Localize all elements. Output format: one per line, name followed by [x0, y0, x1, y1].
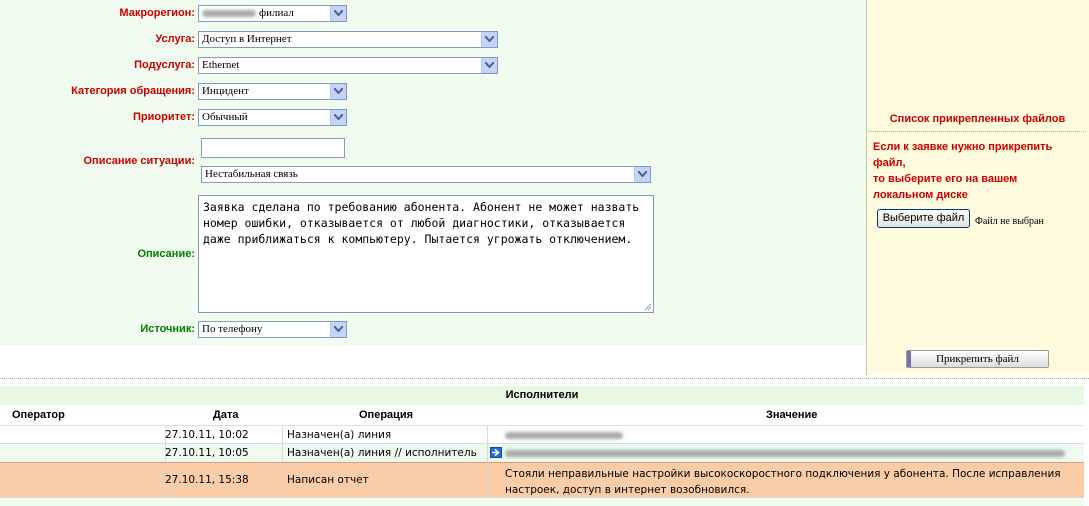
situation-select[interactable]: [201, 166, 651, 183]
subservice-label-wrap: [0, 59, 195, 74]
attach-file-label: Прикрепить файл: [936, 353, 1019, 365]
column-divider: [282, 444, 283, 463]
no-file-label: Файл не выбран: [975, 216, 1044, 227]
priority-label: Приоритет:: [133, 111, 195, 123]
category-select[interactable]: [198, 83, 347, 100]
column-divider: [282, 426, 283, 444]
service-label-wrap: [0, 33, 195, 48]
row-operation: Назначен(а) линия // исполнитель: [287, 447, 477, 459]
chevron-down-icon: [634, 167, 650, 182]
column-header-date: Дата: [213, 409, 239, 421]
resize-grip-icon[interactable]: [644, 303, 652, 311]
arrow-right-icon: [490, 447, 502, 458]
description-label-wrap: [0, 248, 195, 263]
macroregion-select[interactable]: [198, 5, 347, 22]
macroregion-label-wrap: [0, 7, 195, 22]
priority-label-wrap: [0, 111, 195, 126]
service-label: Услуга:: [155, 33, 195, 45]
table-row: [0, 425, 1084, 444]
column-header-operation: Операция: [359, 409, 414, 421]
divider: [0, 378, 1089, 379]
redacted-region-name: [202, 10, 256, 17]
divider: [868, 131, 1086, 132]
macroregion-label: Макрорегион:: [119, 7, 195, 19]
chevron-down-icon: [330, 110, 346, 125]
service-value: Доступ в Интернет: [202, 33, 292, 45]
row-date: 27.10.11, 10:05: [165, 447, 249, 459]
source-label: Источник:: [140, 323, 195, 335]
priority-select[interactable]: [198, 109, 347, 126]
table-row: [0, 462, 1084, 498]
description-label: Описание:: [137, 248, 195, 260]
chevron-down-icon: [330, 84, 346, 99]
chevron-down-icon: [330, 6, 346, 21]
attachments-hint: Если к заявке нужно прикрепить файл, то выберите его на вашем локальном диске: [873, 141, 1053, 201]
source-label-wrap: [0, 323, 195, 338]
column-divider: [487, 444, 488, 463]
column-header-value: Значение: [766, 409, 818, 421]
subservice-value: Ethernet: [202, 59, 240, 71]
row-value: Стояли неправильные настройки высокоскоростного подключения у абонента. После исправления настроек, доступ в интернет возобновился.: [505, 468, 1061, 496]
row-operation: Написан отчет: [287, 474, 369, 486]
situation-label: Описание ситуации:: [83, 155, 195, 167]
attach-file-button[interactable]: [906, 350, 1049, 368]
attachments-title: Список прикрепленных файлов: [889, 113, 1066, 125]
source-value: По телефону: [202, 323, 263, 335]
table-row: [0, 443, 1084, 463]
row-operation: Назначен(а) линия: [287, 429, 392, 441]
description-textarea[interactable]: [198, 195, 654, 313]
column-divider: [487, 463, 488, 498]
category-label: Категория обращения:: [71, 85, 195, 97]
executors-title: Исполнители: [0, 386, 1084, 405]
chevron-down-icon: [481, 32, 497, 47]
description-text: Заявка сделана по требованию абонента. Абонент не может назвать номер ошибки, отказывается от любой диагностики, отказывается даже приближаться к компьютеру. Пытается угрожать отключением.: [203, 200, 640, 246]
situation-label-wrap: [0, 155, 195, 170]
chevron-down-icon: [481, 58, 497, 73]
row-date: 27.10.11, 10:02: [165, 429, 249, 441]
redacted-value: [505, 450, 1065, 457]
subservice-select[interactable]: [198, 57, 498, 74]
situation-search-input[interactable]: [201, 138, 345, 158]
column-header-operator: Оператор: [12, 409, 65, 421]
priority-value: Обычный: [202, 111, 248, 123]
macroregion-value: филиал: [259, 7, 294, 19]
source-select[interactable]: [198, 321, 347, 338]
category-label-wrap: [0, 85, 195, 100]
category-value: Инцидент: [202, 85, 249, 97]
redacted-value: [505, 432, 623, 439]
row-date: 27.10.11, 15:38: [165, 474, 249, 486]
column-divider: [487, 426, 488, 444]
situation-value: Нестабильная связь: [205, 168, 298, 180]
service-select[interactable]: [198, 31, 498, 48]
column-divider: [282, 463, 283, 498]
chevron-down-icon: [330, 322, 346, 337]
choose-file-button[interactable]: Выберите файл: [877, 209, 970, 228]
button-accent: [907, 351, 911, 367]
subservice-label: Подуслуга:: [134, 59, 195, 71]
